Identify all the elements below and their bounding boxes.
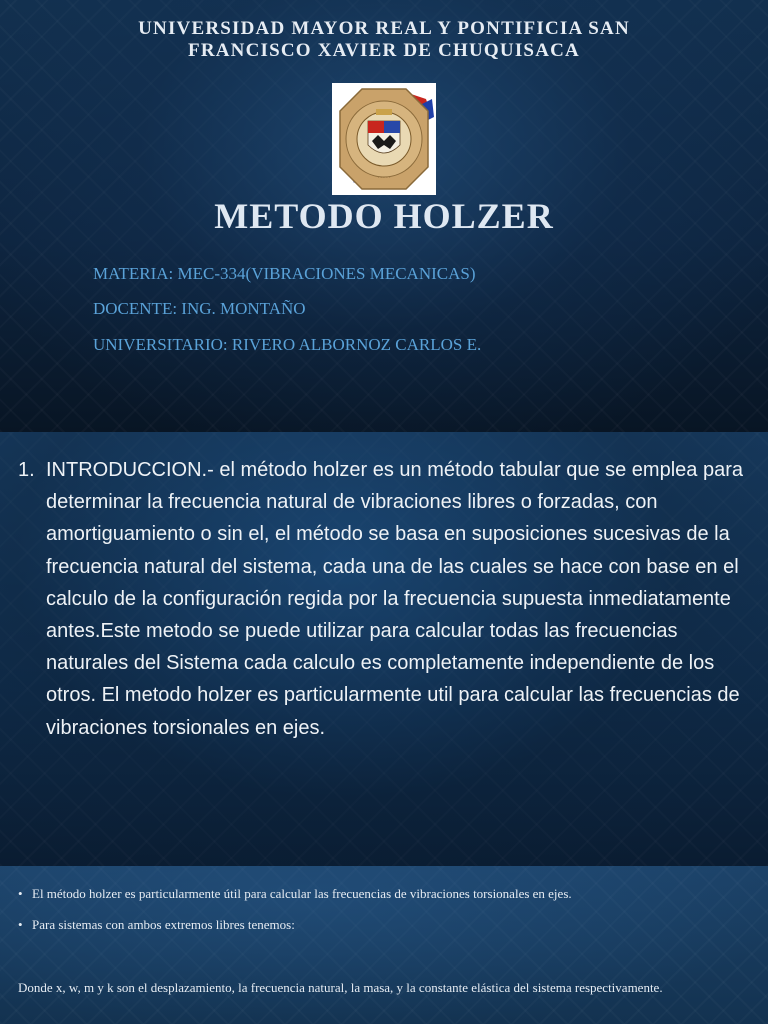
list-number: 1. bbox=[18, 459, 35, 481]
introduction-text: INTRODUCCION.- el método holzer es un método tabular que se emplea para determinar la frecuencia natural de vibraciones libres o forzadas, con amortiguamiento o sin el, el método se basa en suposiciones sucesivas de la frecuencia natural del sistema, cada una de las cuales se hace con base en el calculo de la configuración regida por la frecuencia supuesta inmediatamente antes.Este metodo se puede utilizar para calcular todas las frecuencias naturales del Sistema cada calculo es completamente independiente de los otros. El metodo holzer es particularmente util para calcular las frecuencias de vibraciones torsionales en ejes. bbox=[46, 459, 743, 739]
university-name bbox=[0, 18, 768, 62]
materia-line: MATERIA: MEC-334(VIBRACIONES MECANICAS) bbox=[93, 264, 476, 283]
universitario-line: UNIVERSITARIO: RIVERO ALBORNOZ CARLOS E. bbox=[93, 335, 482, 354]
title-slide bbox=[0, 0, 768, 432]
donde-text: Donde x, w, m y k son el desplazamiento, la frecuencia natural, la masa, y la constante elástica del sistema respectivamente. bbox=[18, 980, 663, 995]
introduction-slide bbox=[0, 432, 768, 866]
university-seal-icon bbox=[332, 83, 436, 195]
method-slide bbox=[0, 866, 768, 1024]
svg-text:· · · · ·: · · · · · bbox=[377, 176, 391, 181]
bullet-text-2: Para sistemas con ambos extremos libres tenemos: bbox=[32, 917, 295, 932]
bullet-item-1 bbox=[18, 885, 572, 903]
university-name-line2: FRANCISCO XAVIER DE CHUQUISACA bbox=[188, 40, 580, 61]
bullet-text-1: El método holzer es particularmente útil para calcular las frecuencias de vibraciones torsionales en ejes. bbox=[32, 886, 572, 901]
introduction-list-item bbox=[18, 454, 753, 744]
bullet-item-2 bbox=[18, 916, 295, 934]
bullet-dot: • bbox=[18, 886, 23, 901]
university-name-line1: UNIVERSIDAD MAYOR REAL Y PONTIFICIA SAN bbox=[138, 18, 630, 39]
bullet-dot: • bbox=[18, 917, 23, 932]
page-title: METODO HOLZER bbox=[214, 196, 554, 236]
docente-line: DOCENTE: ING. MONTAÑO bbox=[93, 299, 306, 318]
